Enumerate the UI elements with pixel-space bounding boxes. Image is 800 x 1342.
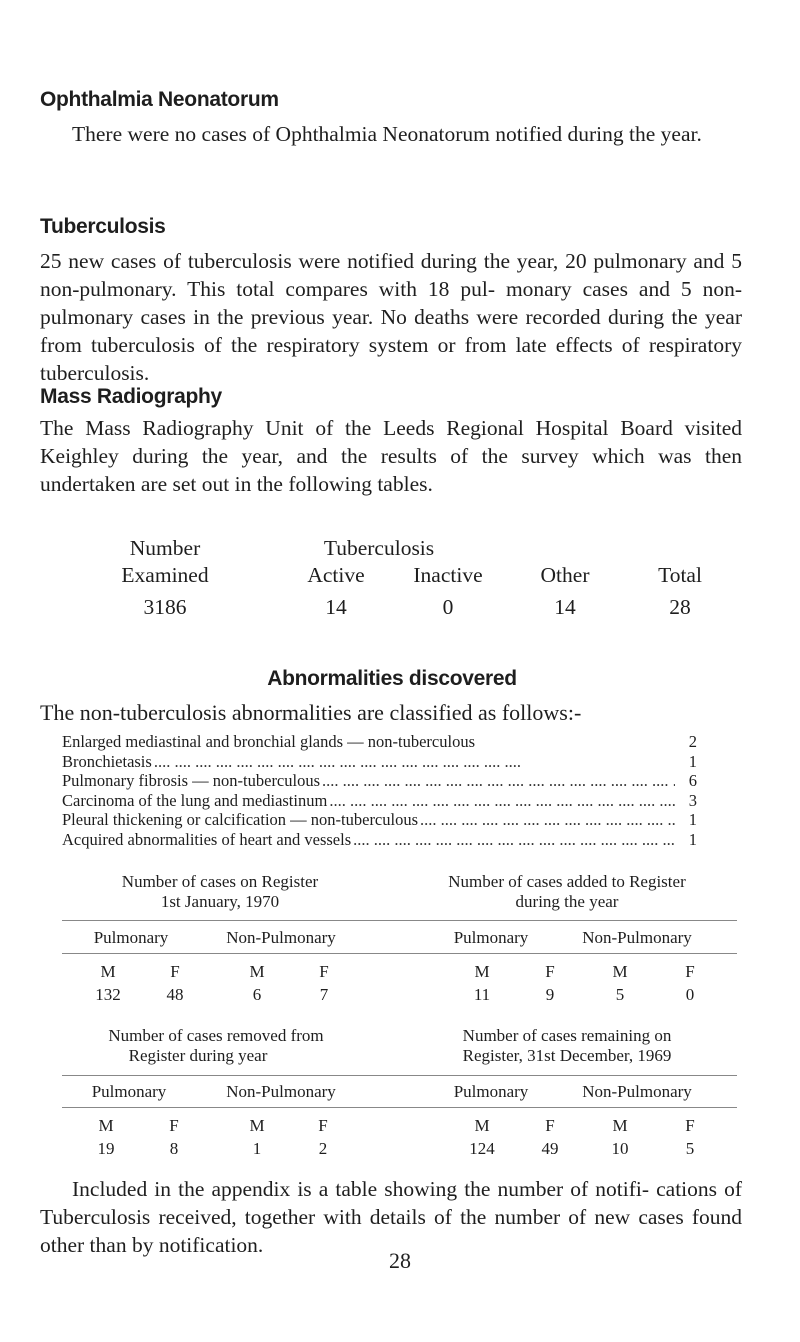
number-label: Number [129, 536, 201, 560]
divider [62, 1075, 737, 1076]
tuberculosis-label: Tuberculosis [323, 536, 435, 560]
header-m: M [100, 962, 116, 981]
list-item: Pulmonary fibrosis — non-tuberculous .... 6 [62, 771, 697, 791]
value-cell: 132 [95, 985, 121, 1004]
value-cell: 1 [252, 1139, 262, 1158]
register-left-title: Number of cases removed from [108, 1026, 324, 1045]
register-right-title: Number of cases added to Register [448, 872, 686, 891]
active-value: 14 [325, 595, 347, 619]
inactive-label: Inactive [413, 563, 483, 587]
paragraph-ophthalmia: There were no cases of Ophthalmia Neonatorum notified during the year. [72, 122, 702, 146]
heading-mass-radiography: Mass Radiography [40, 385, 222, 408]
header-pulmonary: Pulmonary [453, 1082, 529, 1101]
heading-ophthalmia: Ophthalmia Neonatorum [40, 88, 279, 111]
header-m: M [249, 962, 265, 981]
header-m: M [474, 1116, 490, 1135]
header-non-pulmonary: Non-Pulmonary [582, 1082, 692, 1101]
header-pulmonary: Pulmonary [91, 1082, 167, 1101]
value-cell: 49 [541, 1139, 559, 1158]
list-item: Bronchietasis .... 1 [62, 752, 697, 772]
list-item: Acquired abnormalities of heart and vessels .... 1 [62, 830, 697, 850]
register-left-subtitle: 1st January, 1970 [160, 892, 280, 911]
list-item: Pleural thickening or calcification — non-tuberculous .... 1 [62, 810, 697, 830]
other-label: Other [540, 563, 590, 587]
page-number: 28 [389, 1248, 411, 1273]
value-cell: 2 [318, 1139, 328, 1158]
value-cell: 9 [545, 985, 555, 1004]
active-label: Active [307, 563, 365, 587]
header-f: F [545, 1116, 555, 1135]
value-cell: 5 [615, 985, 625, 1004]
register-right-subtitle: Register, 31st December, 1969 [462, 1046, 672, 1065]
total-value: 28 [669, 595, 691, 619]
paragraph-mass-radiography: The Mass Radiography Unit of the Leeds Regional Hospital Board visited Keighley during the year, and the results of the survey which was then undertaken are set out in the following tables. [40, 416, 742, 496]
value-cell: 124 [469, 1139, 495, 1158]
value-cell: 11 [473, 985, 491, 1004]
abnormalities-list [62, 732, 697, 849]
value-cell: 10 [611, 1139, 629, 1158]
header-m: M [249, 1116, 265, 1135]
value-cell: 0 [685, 985, 695, 1004]
value-cell: 48 [166, 985, 184, 1004]
header-f: F [319, 962, 329, 981]
value-cell: 5 [685, 1139, 695, 1158]
header-f: F [169, 1116, 179, 1135]
value-cell: 7 [319, 985, 329, 1004]
value-cell: 6 [252, 985, 262, 1004]
total-label: Total [658, 563, 702, 587]
header-m: M [98, 1116, 114, 1135]
header-m: M [612, 1116, 628, 1135]
paragraph-closing: Included in the appendix is a table showing the number of notifi- cations of Tuberculosis received, together with details of the number of new cases found other than by notification. [40, 1177, 742, 1257]
value-cell: 8 [169, 1139, 179, 1158]
abnormalities-intro: The non-tuberculosis abnormalities are classified as follows:- [40, 700, 582, 725]
header-non-pulmonary: Non-Pulmonary [582, 928, 692, 947]
header-pulmonary: Pulmonary [453, 928, 529, 947]
register-right-subtitle: during the year [515, 892, 619, 911]
divider [62, 953, 737, 954]
header-f: F [318, 1116, 328, 1135]
header-m: M [474, 962, 490, 981]
divider [62, 920, 737, 921]
header-f: F [685, 1116, 695, 1135]
header-m: M [612, 962, 628, 981]
register-left-subtitle: Register during year [128, 1046, 268, 1065]
header-f: F [685, 962, 695, 981]
examined-value: 3186 [143, 595, 187, 619]
heading-abnormalities: Abnormalities discovered [267, 667, 517, 690]
paragraph-tuberculosis: 25 new cases of tuberculosis were notified during the year, 20 pulmonary and 5 non-pulmonary. This total compares with 18 pul- monary cases and 5 non-pulmonary cases in the previous year. No deaths were recorded during the year from tuberculosis of the respiratory system or from late effects of respiratory tuberculosis. [40, 249, 742, 385]
header-f: F [170, 962, 180, 981]
inactive-value: 0 [442, 595, 454, 619]
header-f: F [545, 962, 555, 981]
header-pulmonary: Pulmonary [93, 928, 169, 947]
divider [62, 1107, 737, 1108]
examined-label: Examined [121, 563, 209, 587]
list-item: Enlarged mediastinal and bronchial glands — non-tuberculous 2 [62, 732, 697, 751]
register-right-title: Number of cases remaining on [462, 1026, 672, 1045]
register-left-title: Number of cases on Register [121, 872, 319, 891]
heading-tuberculosis: Tuberculosis [40, 215, 166, 238]
value-cell: 19 [97, 1139, 115, 1158]
header-non-pulmonary: Non-Pulmonary [226, 928, 336, 947]
header-non-pulmonary: Non-Pulmonary [226, 1082, 336, 1101]
list-item: Carcinoma of the lung and mediastinum .... 3 [62, 791, 697, 811]
other-value: 14 [554, 595, 576, 619]
